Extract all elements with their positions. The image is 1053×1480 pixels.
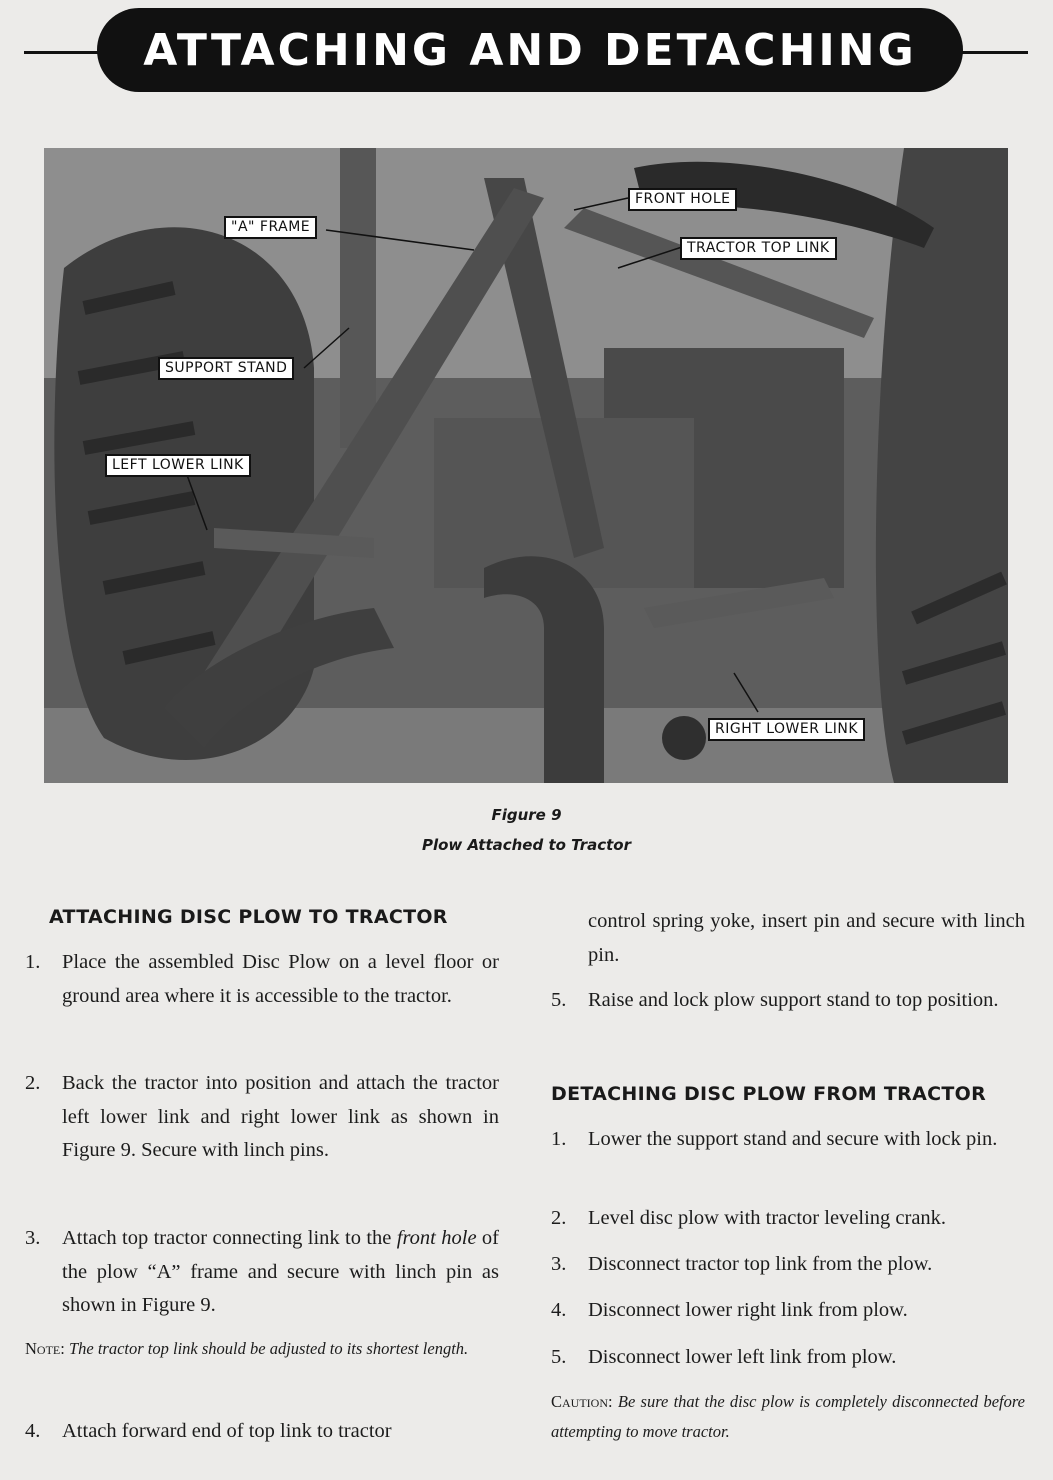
step-text	[62, 1222, 499, 1323]
step-number: 3.	[551, 1253, 567, 1275]
attaching-step-2	[25, 1067, 499, 1168]
caution-text: Be sure that the disc plow is completely disconnected before attempting to move tractor.	[551, 1392, 1026, 1441]
step-text: Lower the support stand and secure with lock pin.	[588, 1128, 998, 1150]
page-title: ATTACHING AND DETACHING	[143, 24, 917, 76]
callout-support-stand: SUPPORT STAND	[158, 357, 294, 380]
step-text: Disconnect tractor top link from the plow.	[588, 1253, 933, 1275]
detaching-caution	[551, 1387, 1025, 1447]
step-number: 3.	[25, 1227, 41, 1249]
detaching-step-1	[551, 1123, 1025, 1157]
detaching-step-3	[551, 1248, 1031, 1282]
step-text-emphasis: front hole	[396, 1227, 477, 1249]
caution-label: Caution:	[551, 1392, 613, 1411]
attaching-step-4	[25, 1415, 499, 1449]
step-number: 2.	[25, 1072, 41, 1094]
step-text: Raise and lock plow support stand to top position.	[588, 989, 999, 1011]
attaching-step-4-continued	[588, 905, 1025, 972]
step-number: 5.	[551, 989, 567, 1011]
note-label: Note:	[25, 1339, 65, 1358]
banner-rule-right	[955, 51, 1028, 54]
callout-right-lower-link: RIGHT LOWER LINK	[708, 718, 865, 741]
step-text: Back the tractor into position and attach the tractor left lower link and right lower link as shown in Figure 9. Secure with linch pins.	[62, 1072, 499, 1161]
attaching-step-5	[551, 984, 1025, 1018]
step-text: control spring yoke, insert pin and secure with linch pin.	[588, 910, 1025, 966]
step-number: 2.	[551, 1207, 567, 1229]
figure-caption: Plow Attached to Tractor	[421, 836, 632, 854]
step-text-part: Attach top tractor connecting link to the	[62, 1227, 392, 1249]
step-number: 5.	[551, 1346, 567, 1368]
figure-number: Figure 9	[491, 806, 562, 824]
step-number: 4.	[551, 1299, 567, 1321]
step-text: Level disc plow with tractor leveling crank.	[588, 1207, 947, 1229]
detaching-step-5	[551, 1341, 1025, 1375]
step-number: 1.	[551, 1128, 567, 1150]
detaching-step-2	[551, 1202, 1031, 1236]
page-title-banner	[97, 8, 963, 92]
plow-photo	[44, 148, 1008, 783]
step-number: 1.	[25, 951, 41, 973]
attaching-heading: ATTACHING DISC PLOW TO TRACTOR	[49, 906, 448, 928]
callout-front-hole: FRONT HOLE	[628, 188, 737, 211]
callout-tractor-top-link: TRACTOR TOP LINK	[680, 237, 837, 260]
step-text: Attach forward end of top link to tractor	[62, 1420, 392, 1442]
step-number: 4.	[25, 1420, 41, 1442]
step-text: Disconnect lower left link from plow.	[588, 1346, 897, 1368]
detaching-step-4	[551, 1294, 1025, 1328]
step-text-part: of the plow “A” frame and secure with linch pin as shown in Figure 9.	[62, 1227, 499, 1316]
step-text: Disconnect lower right link from plow.	[588, 1299, 908, 1321]
callout-left-lower-link: LEFT LOWER LINK	[105, 454, 251, 477]
callout-a-frame: "A" FRAME	[224, 216, 317, 239]
attaching-step-3	[25, 1222, 499, 1323]
attaching-note	[25, 1334, 499, 1364]
attaching-step-1	[25, 946, 499, 1013]
note-text: The tractor top link should be adjusted to its shortest length.	[68, 1339, 469, 1358]
detaching-heading: DETACHING DISC PLOW FROM TRACTOR	[551, 1083, 986, 1105]
step-text: Place the assembled Disc Plow on a level floor or ground area where it is accessible to the tractor.	[62, 951, 499, 1007]
